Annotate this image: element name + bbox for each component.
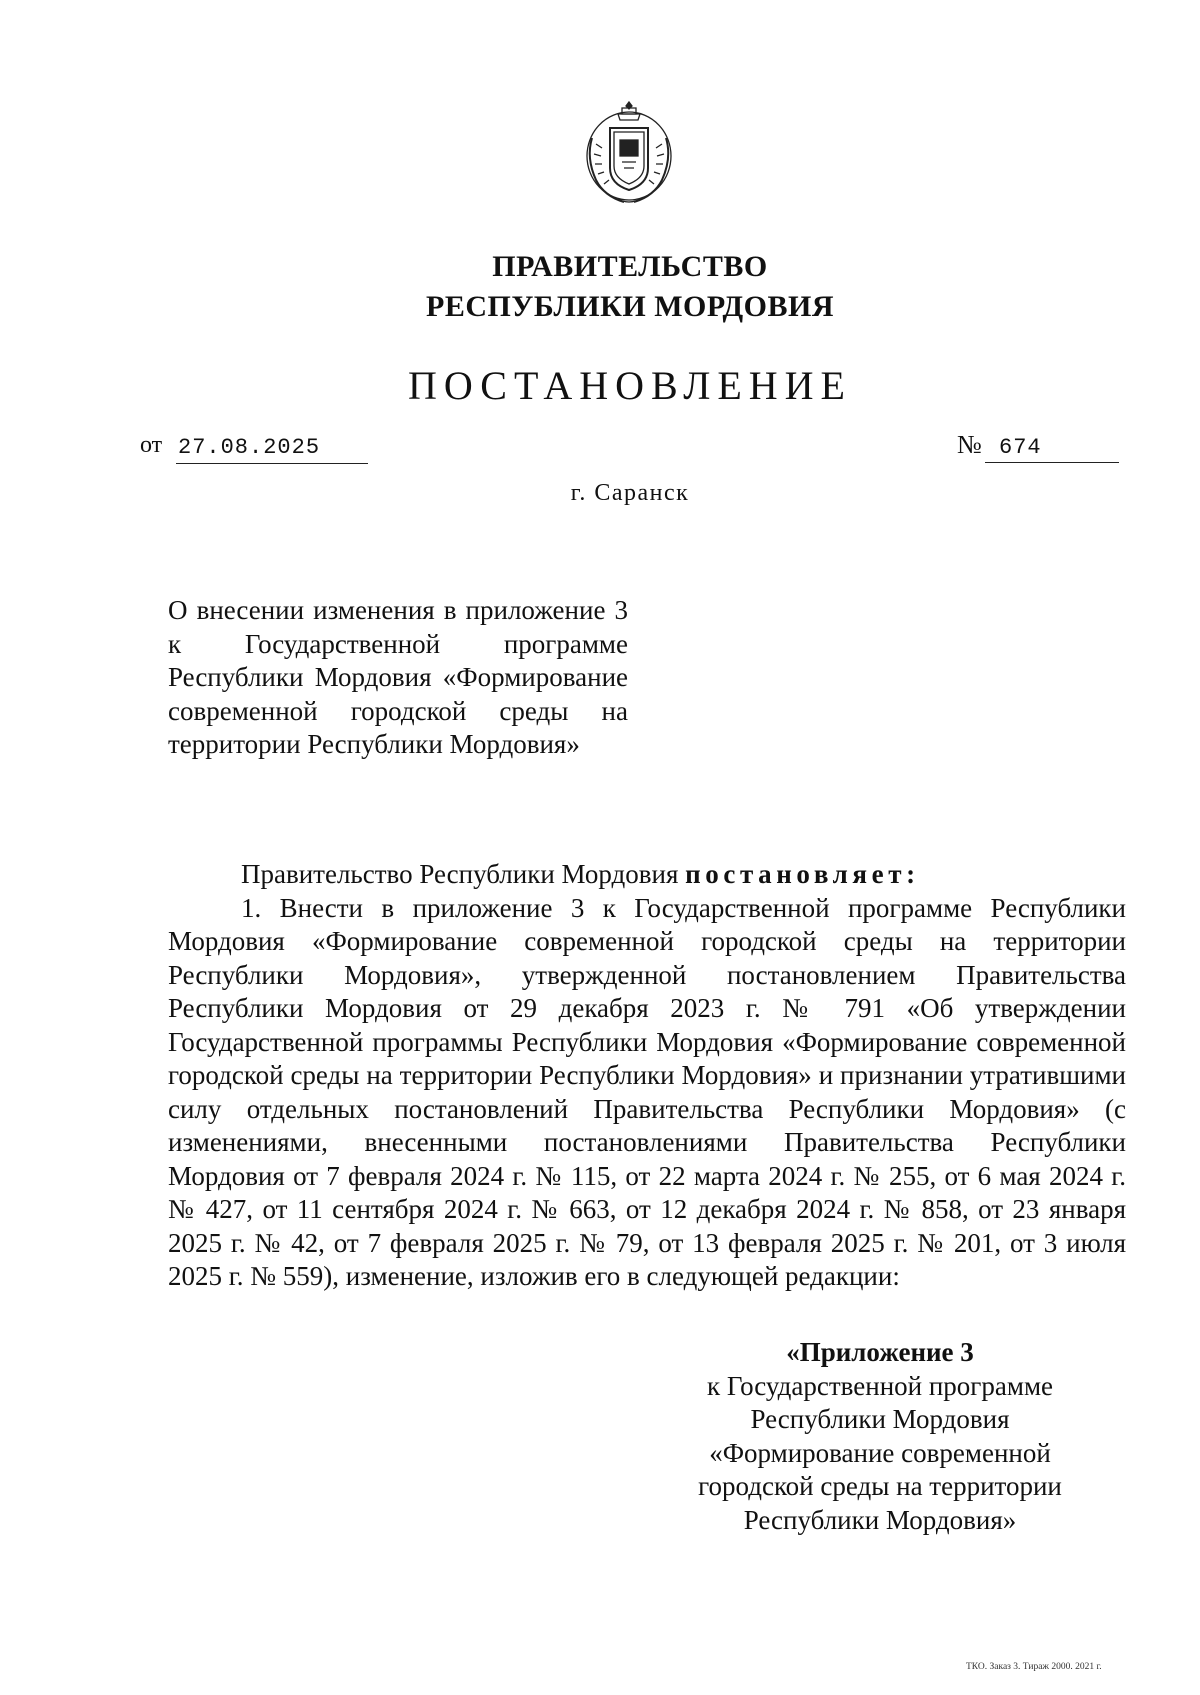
government-title-line1: ПРАВИТЕЛЬСТВО [492, 250, 768, 283]
number-label: № [957, 430, 982, 459]
appendix-line: к Государственной программе [706, 1370, 1054, 1401]
item-1-paragraph: 1. Внести в приложение 3 к Государственной программе Республики Мордовия «Формирование современной городской среды на территории Республики Мордовия», утвержденной постановлением Правительства Республики Мордовия от 29 декабря 2023 г. № 791 «Об утверждении Государственной программы Республики Мордовия «Формирование современной городской среды на территории Республики Мордовия» и признании утратившими силу отдельных постановлений Правительства Республики Мордовия» (с изменениями, внесенными постановлениями Правительства Республики Мордовия от 7 февраля 2024 г. № 115, от 22 марта 2024 г. № 255, от 6 мая 2024 г. № 427, от 11 сентября 2024 г. № 663, от 12 декабря 2024 г. № 858, от 23 января 2025 г. № 42, от 7 февраля 2025 г. № 79, от 13 февраля 2025 г. № 201, от 3 июля 2025 г. № 559), изменение, изложив его в следующей редакции: [168, 892, 1126, 1291]
appendix-line: городской среды на территории [698, 1471, 1062, 1501]
city-name: г. Саранск [570, 480, 690, 506]
subject-heading: О внесении изменения в приложение 3 к Государственной программе Республики Мордовия «Формирование современной городской среды на территории Республики Мордовия» [168, 595, 628, 759]
government-title-line2: РЕСПУБЛИКИ МОРДОВИЯ [426, 290, 834, 323]
coat-of-arms-emblem [578, 98, 680, 210]
intro-text: Правительство Республики Мордовия [241, 859, 686, 889]
intro-paragraph [168, 858, 1126, 892]
appendix-line: Республики Мордовия» [743, 1504, 1017, 1535]
intro-emphasis: постановляет: [685, 859, 920, 889]
date-value: 27.08.2025 [176, 433, 368, 464]
document-type-title: ПОСТАНОВЛЕНИЕ [408, 363, 852, 408]
decree-body [168, 858, 1126, 1294]
print-footer: ТКО. Заказ 3. Тираж 2000. 2021 г. [966, 1662, 1102, 1672]
number-value: 674 [985, 433, 1119, 463]
date-label: от [140, 432, 163, 458]
appendix-line: Республики Мордовия [750, 1404, 1010, 1434]
appendix-title: «Приложение 3 [786, 1337, 974, 1367]
appendix-header [660, 1336, 1100, 1537]
appendix-line: «Формирование современной [709, 1437, 1051, 1468]
